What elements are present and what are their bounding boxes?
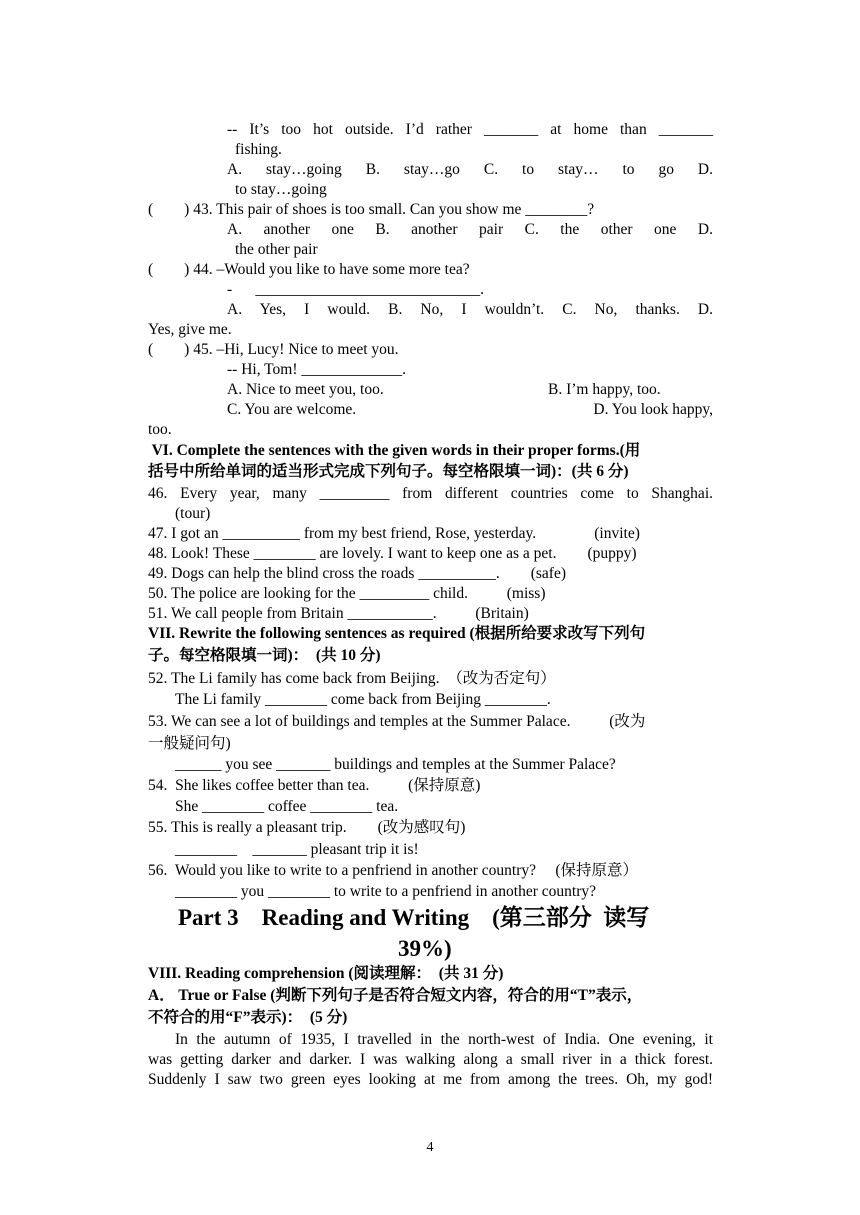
q45-reply: -- Hi, Tom! _____________. bbox=[227, 361, 407, 378]
q53-answer: ______ you see _______ buildings and temples at the Summer Palace? bbox=[175, 756, 616, 773]
q46: 46. Every year, many _________ from different countries come to Shanghai. bbox=[148, 485, 713, 502]
q45-stem: ( ) 45. –Hi, Lucy! Nice to meet you. bbox=[148, 341, 399, 358]
q52-answer: The Li family ________ come back from Beijing ________. bbox=[175, 691, 551, 708]
section-7-title-cont: 子。每空格限填一词)： (共 10 分) bbox=[148, 647, 381, 664]
q49: 49. Dogs can help the blind cross the roads __________. (safe) bbox=[148, 565, 566, 582]
q45-option-c: C. You are welcome. bbox=[227, 401, 357, 418]
q45-option-d-cont: too. bbox=[148, 421, 172, 438]
q56-answer: ________ you ________ to write to a penfriend in another country? bbox=[175, 883, 596, 900]
section-8-title: VIII. Reading comprehension (阅读理解： (共 31 分) bbox=[148, 965, 504, 982]
q45-option-a: A. Nice to meet you, too. bbox=[227, 381, 384, 398]
q54: 54. She likes coffee better than tea. (保持原意) bbox=[148, 777, 481, 794]
section-6-title: VI. Complete the sentences with the given words in their proper forms.(用 bbox=[148, 442, 641, 459]
section-8a-title-cont: 不符合的用“F”表示)： (5 分) bbox=[148, 1009, 348, 1026]
q44-options-cont: Yes, give me. bbox=[148, 321, 232, 338]
q46-cont: (tour) bbox=[175, 505, 211, 522]
q45-option-d: D. You look happy, bbox=[593, 401, 713, 418]
q50: 50. The police are looking for the _________ child. (miss) bbox=[148, 585, 546, 602]
q55: 55. This is really a pleasant trip. (改为感叹句) bbox=[148, 819, 466, 836]
passage-line-1: In the autumn of 1935, I travelled in the north-west of India. One evening, it bbox=[175, 1031, 713, 1048]
q42-prompt-cont: fishing. bbox=[235, 141, 282, 158]
q44-options: A. Yes, I would. B. No, I wouldn’t. C. No, thanks. D. bbox=[227, 301, 713, 318]
q54-answer: She ________ coffee ________ tea. bbox=[175, 798, 399, 815]
q51: 51. We call people from Britain ___________. (Britain) bbox=[148, 605, 529, 622]
q43-stem: ( ) 43. This pair of shoes is too small. Can you show me ________? bbox=[148, 201, 595, 218]
q44-stem: ( ) 44. –Would you like to have some more tea? bbox=[148, 261, 470, 278]
q43-options: A. another one B. another pair C. the other one D. bbox=[227, 221, 713, 238]
section-6-title-cont: 括号中所给单词的适当形式完成下列句子。每空格限填一词)：(共 6 分) bbox=[148, 463, 629, 480]
q52: 52. The Li family has come back from Beijing. （改为否定句） bbox=[148, 670, 556, 687]
q56: 56. Would you like to write to a penfriend in another country? (保持原意） bbox=[148, 862, 639, 879]
passage-line-2: was getting darker and darker. I was walking along a small river in a thick forest. bbox=[148, 1051, 713, 1068]
section-7-title: VII. Rewrite the following sentences as required (根据所给要求改写下列句 bbox=[148, 625, 646, 642]
q43-options-cont: the other pair bbox=[235, 241, 318, 258]
q42-prompt: -- It’s too hot outside. I’d rather _______ at home than _______ bbox=[227, 121, 713, 138]
q42-options: A. stay…going B. stay…go C. to stay… to go D. bbox=[227, 161, 713, 178]
part-3-heading-cont: 39%) bbox=[398, 936, 452, 961]
part-3-heading: Part 3 Reading and Writing (第三部分 读写 bbox=[178, 905, 650, 930]
q53-cont: 一般疑问句) bbox=[148, 735, 231, 752]
passage-line-3: Suddenly I saw two green eyes looking at me from among the trees. Oh, my god! bbox=[148, 1071, 713, 1088]
q42-options-cont: to stay…going bbox=[235, 181, 327, 198]
q45-option-b: B. I’m happy, too. bbox=[548, 381, 661, 398]
q47: 47. I got an __________ from my best friend, Rose, yesterday. (invite) bbox=[148, 525, 640, 542]
page-number: 4 bbox=[426, 1140, 434, 1155]
section-8a-title: A． True or False (判断下列句子是否符合短文内容，符合的用“T”表示， bbox=[148, 987, 643, 1004]
q44-reply: - _____________________________. bbox=[227, 281, 485, 298]
q53: 53. We can see a lot of buildings and temples at the Summer Palace. (改为 bbox=[148, 713, 646, 730]
q55-answer: ________ _______ pleasant trip it is! bbox=[175, 841, 419, 858]
q48: 48. Look! These ________ are lovely. I want to keep one as a pet. (puppy) bbox=[148, 545, 637, 562]
